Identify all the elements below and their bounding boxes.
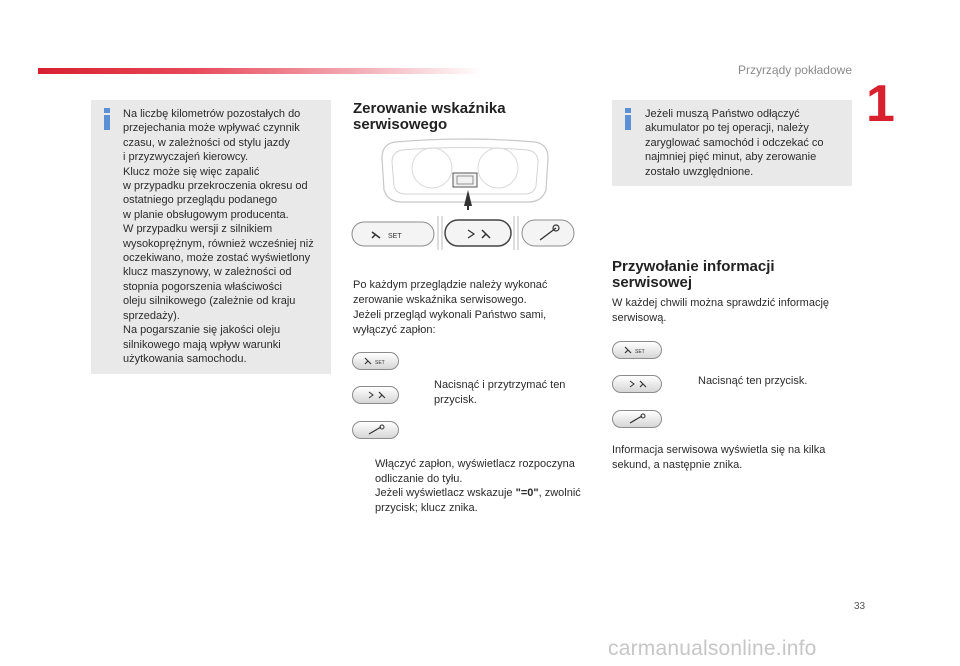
set-label-small: SET [375,360,385,366]
instrument-cluster-illustration [350,138,580,250]
reset-intro: Po każdym przeglądzie należy wykonać zerowanie wskaźnika serwisowego. Jeżeli przegląd wykonali Państwo sami, wyłączyć zapłon: [353,279,548,336]
info-text-mileage: Na liczbę kilometrów pozostałych do przejechania może wpływać czynnik czasu, w zależności od stylu jazdy i przyzwyczajeń kierowcy. Klucz może się więc zapalić w przypadku przekroczenia okresu od ostatniego przeglądu podanego w planie obsługowym producenta. W przypadku wersji z silnikiem wysokoprężnym, również wcześniej niż oczekiwano, może zostać wyświetlony klucz maszynowy, w zależności od stopnia pogorszenia właściwości oleju silnikowego (zależnie od kraju sprzedaży). Na pogarszanie się jakości oleju silnikowego mają wpływ warunki użytkowania samochodu. [123,108,314,365]
info-box-mileage [91,100,331,374]
set-button-illustration-2 [612,341,662,359]
chapter-number: 1 [866,75,895,133]
section-title: Przyrządy pokładowe [737,63,852,77]
reset-button-illustration [352,386,399,404]
info-icon [622,108,634,130]
heading-reset: Zerowanie wskaźnika serwisowego [353,100,506,133]
set-label-small-2: SET [635,349,645,355]
reset-button-illustration-2 [612,375,662,393]
wrench-button-illustration [352,421,399,439]
button-row-illustration [352,216,574,250]
info-text-battery: Jeżeli muszą Państwo odłączyć akumulator po tej operacji, należy zaryglować samochód i odczekać co najmniej pięć minut, aby zerowanie zostało uwzględnione. [645,108,824,178]
wrench-icon [353,422,398,438]
wrench-button-illustration-2 [612,410,662,428]
header-accent-bar [38,68,483,74]
heading-recall: Przywołanie informacji serwisowej [612,258,775,291]
recall-intro: W każdej chwili można sprawdzić informację serwisową. [612,297,830,324]
page-number: 33 [854,601,866,612]
info-icon [101,108,113,130]
watermark: carmanualsonline.info [608,637,817,660]
set-label: SET [388,233,402,240]
info-box-battery [612,100,852,186]
set-button-illustration [352,352,399,370]
recall-outro: Informacja serwisowa wyświetla się na kilka sekund, a następnie znika. [612,444,826,471]
wrench-icon [613,411,661,427]
